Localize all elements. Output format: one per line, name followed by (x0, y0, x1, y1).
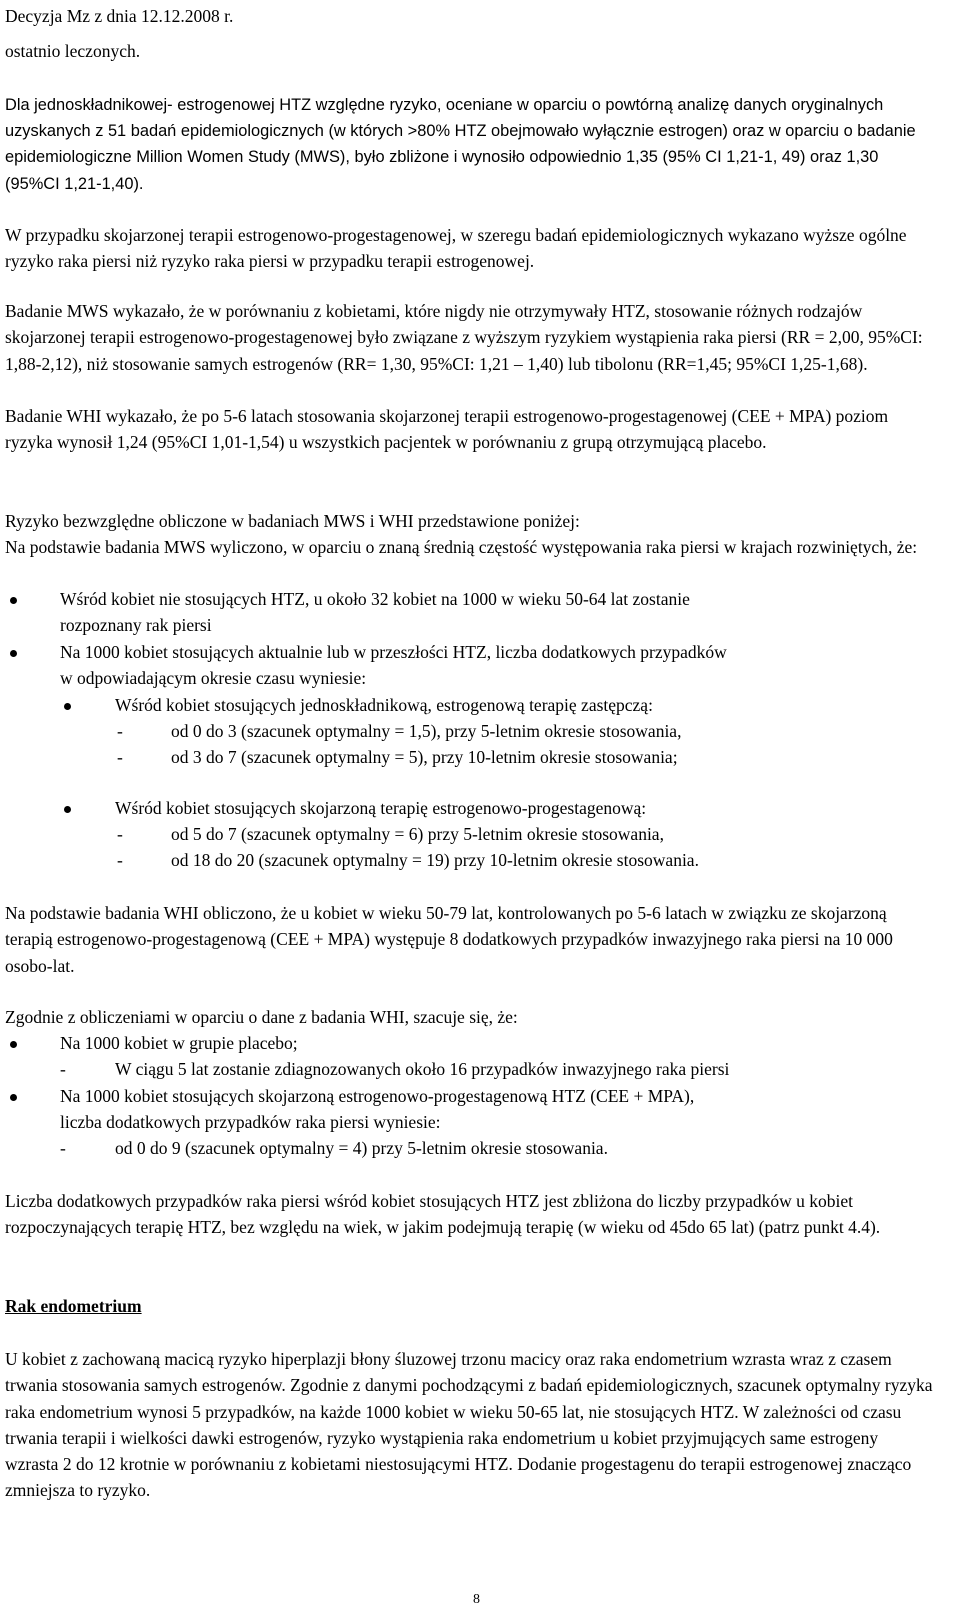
whi-estimates-intro: Zgodnie z obliczeniami w oparciu o dane z badania WHI, szacuje się, że: (5, 1007, 518, 1027)
sub-list-detail: od 3 do 7 (szacunek optymalny = 5), przy 10-letnim okresie stosowania; (171, 747, 678, 767)
sub-list-item: Wśród kobiet stosujących skojarzoną terapię estrogenowo-progestagenową: (115, 798, 647, 818)
dash-marker: - (117, 747, 123, 767)
section-heading-endometrium: Rak endometrium (5, 1296, 142, 1316)
list-item: Na 1000 kobiet w grupie placebo; (60, 1033, 298, 1053)
document-header: Decyzja Mz z dnia 12.12.2008 r. (5, 6, 234, 26)
list-item-continuation: liczba dodatkowych przypadków raka piersi wyniesie: (60, 1112, 441, 1132)
page-number: 8 (473, 1592, 480, 1607)
bullet-icon (10, 1041, 17, 1048)
sub-list-detail: od 18 do 20 (szacunek optymalny = 19) przy 10-letnim okresie stosowania. (171, 850, 699, 870)
bullet-icon (10, 650, 17, 657)
sub-list-detail: od 0 do 3 (szacunek optymalny = 1,5), przy 5-letnim okresie stosowania, (171, 721, 682, 741)
list-item: Na 1000 kobiet stosujących skojarzoną estrogenowo-progestagenową HTZ (CEE + MPA), (60, 1086, 695, 1106)
dash-marker: - (60, 1138, 66, 1158)
bullet-icon (64, 806, 71, 813)
dash-marker: - (117, 824, 123, 844)
paragraph-whi-study: Badanie WHI wykazało, że po 5-6 latach stosowania skojarzonej terapii estrogenowo-progestagenowej (CEE + MPA) poziom ryzyka wynosił 1,24 (95%CI 1,01-1,54) u wszystkich pacjentek w porównaniu z grupą otrzymującą placebo. (5, 406, 889, 453)
continued-fragment: ostatnio leczonych. (5, 41, 141, 61)
absolute-risk-intro: Ryzyko bezwzględne obliczone w badaniach MWS i WHI przedstawione poniżej: (5, 511, 580, 531)
dash-marker: - (117, 721, 123, 741)
dash-marker: - (117, 850, 123, 870)
paragraph-relative-risk-estrogen: Dla jednoskładnikowej- estrogenowej HTZ względne ryzyko, oceniane w oparciu o powtórną analizę danych oryginalnych uzyskanych z 51 badań epidemiologicznych (w których >80% HTZ obejmowało wyłącznie estrogen) oraz w oparciu o badanie epidemiologiczne Million Women Study (MWS), było zbliżone i wynosiło odpowiednio 1,35 (95% CI 1,21-1, 49) oraz 1,30 (95%CI 1,21-1,40). (5, 96, 916, 193)
list-item-continuation: rozpoznany rak piersi (60, 615, 212, 635)
list-item: Wśród kobiet nie stosujących HTZ, u około 32 kobiet na 1000 w wieku 50-64 lat zostanie (60, 589, 690, 609)
paragraph-endometrium-risk: U kobiet z zachowaną macicą ryzyko hiperplazji błony śluzowej trzonu macicy oraz raka endometrium wzrasta wraz z czasem trwania stosowania samych estrogenów. Zgodnie z danymi pochodzącymi z badań epidemiologicznych, szacunek optymalny ryzyka raka endometrium wynosi 5 przypadków, na każde 1000 kobiet w wieku 50-65 lat, nie stosujących HTZ. W zależności od czasu trwania terapii i wielkości dawki estrogenów, ryzyko wystąpienia raka endometrium u kobiet przyjmujących same estrogeny wzrasta 2 do 12 krotnie w porównaniu z kobietami niestosującymi HTZ. Dodanie progestagenu do terapii estrogenowej znacząco zmniejsza to ryzyko. (5, 1349, 933, 1501)
dash-marker: - (60, 1059, 66, 1079)
sub-list-item: Wśród kobiet stosujących jednoskładnikową, estrogenową terapię zastępczą: (115, 695, 653, 715)
bullet-icon (64, 703, 71, 710)
paragraph-additional-cases: Liczba dodatkowych przypadków raka piersi wśród kobiet stosujących HTZ jest zbliżona do liczby przypadków u kobiet rozpoczynających terapię HTZ, bez względu na wiek, w jakim podejmują terapię (w wieku od 45do 65 lat) (patrz punkt 4.4). (5, 1191, 881, 1238)
paragraph-mws-study: Badanie MWS wykazało, że w porównaniu z kobietami, które nigdy nie otrzymywały HTZ, stosowanie różnych rodzajów skojarzonej terapii estrogenowo-progestagenowej było związane z wyższym ryzykiem wystąpienia raka piersi (RR = 2,00, 95%CI: 1,88-2,12), niż stosowanie samych estrogenów (RR= 1,30, 95%CI: 1,21 – 1,40) lub tibolonu (RR=1,45; 95%CI 1,25-1,68). (5, 301, 923, 374)
bullet-icon (10, 1094, 17, 1101)
list-item: Na 1000 kobiet stosujących aktualnie lub w przeszłości HTZ, liczba dodatkowych przypadków (60, 642, 727, 662)
sub-list-detail: od 5 do 7 (szacunek optymalny = 6) przy 5-letnim okresie stosowania, (171, 824, 664, 844)
list-item-continuation: w odpowiadającym okresie czasu wyniesie: (60, 668, 367, 688)
bullet-icon (10, 597, 17, 604)
paragraph-combined-therapy: W przypadku skojarzonej terapii estrogenowo-progestagenowej, w szeregu badań epidemiologicznych wykazano wyższe ogólne ryzyko raka piersi niż ryzyko raka piersi w przypadku terapii estrogenowej. (5, 225, 907, 272)
list-item-detail: W ciągu 5 lat zostanie zdiagnozowanych około 16 przypadków inwazyjnego raka piersi (115, 1059, 730, 1079)
paragraph-whi-calculation: Na podstawie badania WHI obliczono, że u kobiet w wieku 50-79 lat, kontrolowanych po 5-6 latach w związku ze skojarzoną terapią estrogenowo-progestagenową (CEE + MPA) występuje 8 dodatkowych przypadków inwazyjnego raka piersi na 10 000 osobo-lat. (5, 903, 893, 976)
paragraph-mws-calculation: Na podstawie badania MWS wyliczono, w oparciu o znaną średnią częstość występowania raka piersi w krajach rozwiniętych, że: (5, 537, 918, 557)
list-item-detail: od 0 do 9 (szacunek optymalny = 4) przy 5-letnim okresie stosowania. (115, 1138, 608, 1158)
